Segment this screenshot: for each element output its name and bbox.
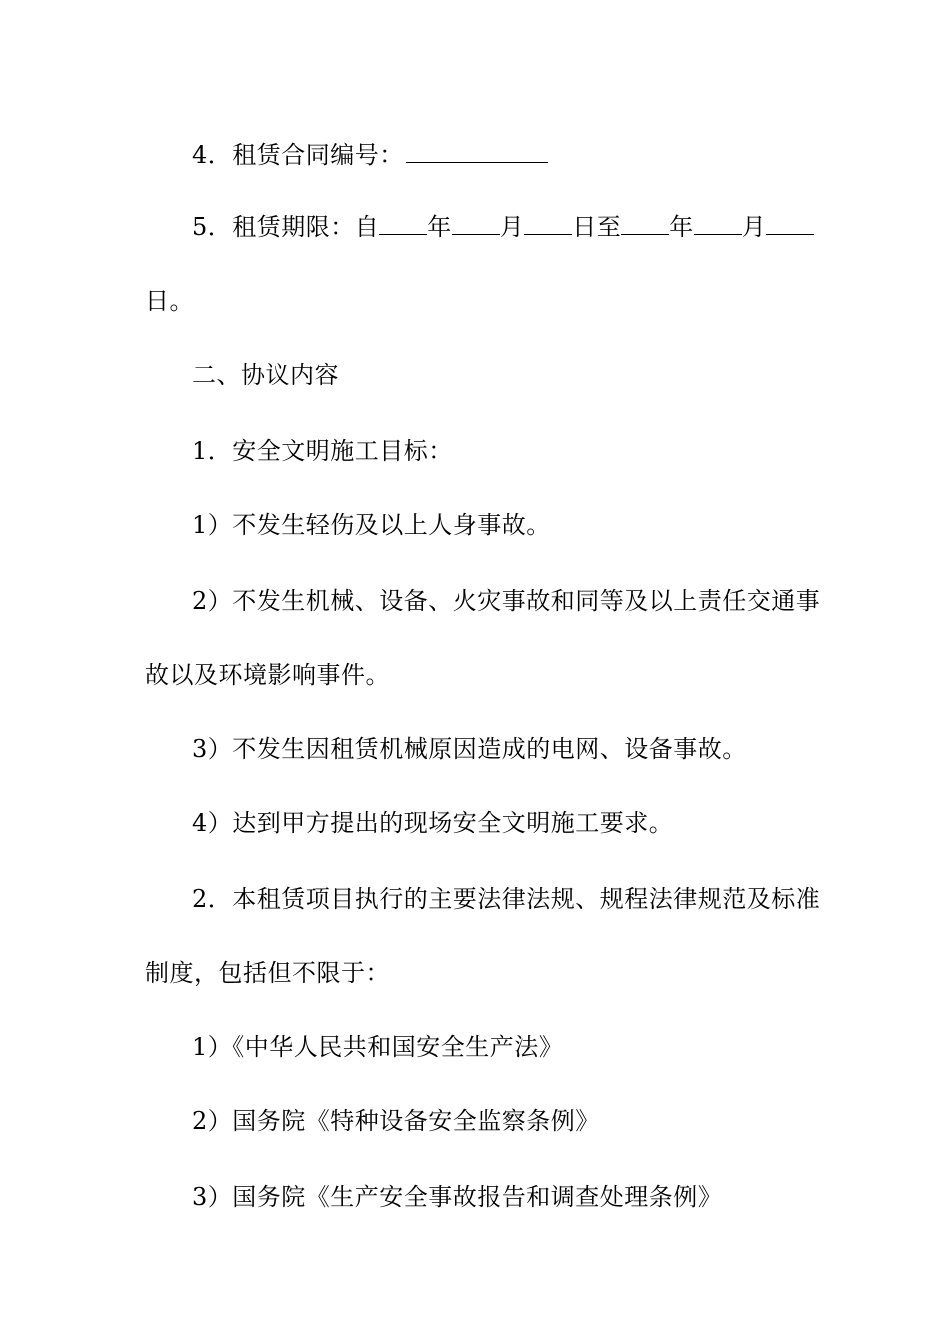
- law-item-2: 2）国务院《特种设备安全监察条例》: [192, 1107, 600, 1135]
- goal-item-4: 4）达到甲方提出的现场安全文明施工要求。: [192, 809, 674, 837]
- start-month-blank: [452, 212, 500, 235]
- contract-number-blank: [406, 140, 548, 163]
- law-item-1: 1）《中华人民共和国安全生产法》: [192, 1033, 564, 1061]
- start-year-label: 年: [427, 213, 452, 241]
- lease-term-label: 5．租赁期限：自: [192, 213, 380, 241]
- end-year-blank: [621, 212, 669, 235]
- end-year-label: 年: [669, 213, 694, 241]
- item-laws-regulations: 2．本租赁项目执行的主要法律法规、规程法律规范及标准: [192, 885, 821, 913]
- lease-term-end-day: 日。: [145, 287, 194, 315]
- goal-item-1: 1）不发生轻伤及以上人身事故。: [192, 511, 551, 539]
- lease-term-line: [145, 212, 862, 242]
- start-day-to-label: 日至: [572, 213, 622, 241]
- goal-item-2: 2）不发生机械、设备、火灾事故和同等及以上责任交通事: [192, 587, 821, 615]
- contract-number-line: [145, 140, 862, 170]
- end-month-label: 月: [741, 213, 767, 241]
- start-month-label: 月: [499, 213, 525, 241]
- start-year-blank: [379, 212, 427, 235]
- goal-item-2-continued: 故以及环境影响事件。: [145, 661, 390, 689]
- goal-item-3: 3）不发生因租赁机械原因造成的电网、设备事故。: [192, 735, 747, 763]
- law-item-3: 3）国务院《生产安全事故报告和调查处理条例》: [192, 1183, 723, 1211]
- start-day-blank: [524, 212, 572, 235]
- item-safety-goal: 1．安全文明施工目标：: [192, 437, 453, 465]
- end-day-blank: [766, 212, 814, 235]
- contract-number-label: 4．租赁合同编号：: [192, 141, 404, 169]
- end-month-blank: [694, 212, 742, 235]
- item-laws-regulations-continued: 制度，包括但不限于：: [145, 959, 390, 987]
- section-heading-agreement: 二、协议内容: [192, 361, 339, 389]
